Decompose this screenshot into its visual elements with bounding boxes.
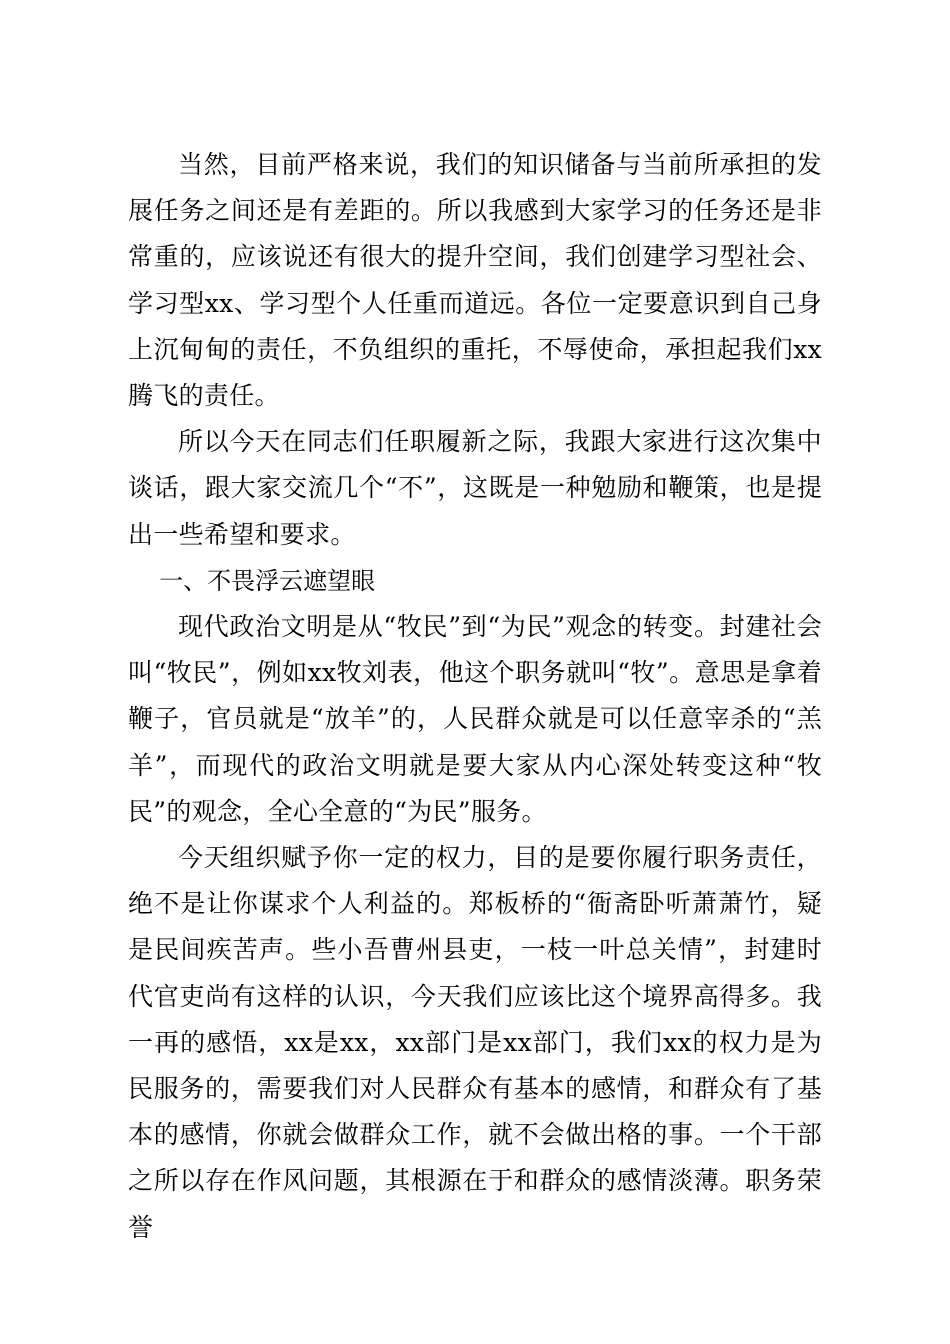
paragraph-power-for-people: 今天组织赋予你一定的权力，目的是要你履行职务责任，绝不是让你谋求个人利益的。郑板桥的“衙斋卧听萧萧竹，疑是民间疾苦声。些小吾曹州县吏，一枝一叶总关情”，封建时代官吏尚有这样的认识，今天我们应该比这个境界高得多。我一再的感悟，xx是xx，xx部门是xx部门，我们xx的权力是为民服务的，需要我们对人民群众有基本的感情，和群众有了基本的感情，你就会做群众工作，就不会做出格的事。一个干部之所以存在作风问题，其根源在于和群众的感情淡薄。职务荣誉 [128,843,822,1242]
paragraph-knowledge-gap: 当然，目前严格来说，我们的知识储备与当前所承担的发展任务之间还是有差距的。所以我感到大家学习的任务还是非常重的，应该说还有很大的提升空间，我们创建学习型社会、学习型xx、学习型个人任重而道远。各位一定要意识到自己身上沉甸甸的责任，不负组织的重托，不辱使命，承担起我们xx腾飞的责任。 [128,150,822,411]
paragraph-appointment-talk: 所以今天在同志们任职履新之际，我跟大家进行这次集中谈话，跟大家交流几个“不”，这既是一种勉励和鞭策，也是提出一些希望和要求。 [128,427,822,549]
document-page [128,142,822,1251]
paragraph-political-civilization: 现代政治文明是从“牧民”到“为民”观念的转变。封建社会叫“牧民”，例如xx牧刘表，他这个职务就叫“牧”。意思是拿着鞭子，官员就是“放羊”的，人民群众就是可以任意宰杀的“羔羊”，而现代的政治文明就是要大家从内心深处转变这种“牧民”的观念，全心全意的“为民”服务。 [128,612,822,826]
section-heading: 一、不畏浮云遮望眼 [159,566,376,595]
